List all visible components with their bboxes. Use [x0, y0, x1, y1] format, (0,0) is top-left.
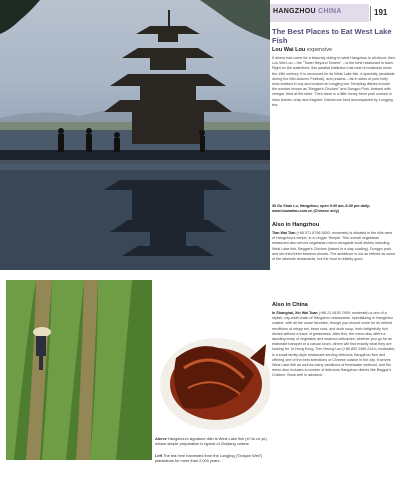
- caption-left-text: The tea here harvested from the Longjing ("Dragon Well") plantations for more than 2,000 years: [155, 453, 263, 463]
- xin-wai-tuan-name: In Shanghai, Xin Wai Tuan: [272, 311, 318, 315]
- caption-above-text: Hangzhou's signature dish is West Lake fish (xī hú cù yú), whose simple preparation is typical of Zhejiang cuisine: [155, 436, 268, 446]
- section-city: HANGZHOU: [273, 8, 316, 15]
- lou-wai-lou-body: If diners had come for a leisurely outing to what Hangzhou is all about, then Lou Wai Lou – the "Tower Beyond Towers" – is the best restaurant in town. Right on the waterfront, this palatial institution has been in business since the 19th century. It is renowned for its West Lake fish, a specialty (available during the Mid-Autumn Festival), and prawns – fat in sides of pork belly slow-braised in soy and cooked at Longjing tea. Tempting dishes include the wonder known as "Beggar's Chicken" and Dongpo Pork, braised with vinegar, fried at the table. Then there is a little honey fresh pork cooked in lotus leaves, crisp and fragrant. Dishes are best accompanied by Longjing tea.: [272, 56, 395, 107]
- also-in-hangzhou-heading: Also in Hangzhou: [272, 222, 320, 228]
- caption-above: [155, 436, 269, 446]
- fish-dish-illustration: [154, 318, 270, 432]
- page-number: 191: [374, 8, 388, 17]
- also-in-china-heading: Also in China: [272, 302, 308, 308]
- lou-wai-lou-heading: [272, 47, 396, 53]
- west-lake-fish-photo: [154, 318, 270, 432]
- article-title: The Best Places to Eat West Lake Fish: [272, 27, 392, 45]
- tian-wai-tian-name: Tian Wai Tian: [272, 231, 296, 235]
- caption-above-label: Above: [155, 436, 167, 441]
- section-title: [273, 8, 342, 15]
- straw-hat: [33, 327, 51, 337]
- pagoda-illustration: [0, 0, 270, 270]
- address-text: 30 Gu Shan Lu, Hangzhou; open 9:30 am–8:30 pm daily; www.louwailou.com.cn (Chinese only): [272, 204, 371, 214]
- lou-wai-lou-address: [272, 204, 396, 214]
- header-divider: [370, 6, 371, 21]
- tian-wai-tian-text: (+86 571 8796 5450; moderate) is situated in the hills west of Hangzhou's center, in a Lingyin Temple. This overall vegetarian restaurant also serves vegetarian menu alongside local dishes including West Lake fish, Beggar's Chicken (baked in a clay coating), Dongpo pork, and stir-fried fresh bamboo shoots. The ambience is not as refined as some of the lakeside restaurants, but the food is reliably good.: [272, 231, 396, 262]
- tea-illustration: [6, 280, 152, 460]
- header-band: [270, 4, 369, 22]
- section-country: CHINA: [318, 8, 342, 15]
- also-in-china-body: [272, 311, 396, 473]
- caption-left-label: Left: [155, 453, 163, 458]
- price-level: expensive: [306, 47, 333, 53]
- tea-plantation-photo: [6, 280, 152, 460]
- caption-left: [155, 453, 269, 463]
- page-header: [270, 4, 401, 22]
- also-in-china-text: (+86 21 6439 7999; moderate) is one of a stylish, city-wide chain of Hangzhou restaurants, specializing in Hangzhou cuisine, with all the usual favorites, though you should come for its refined renditions of crispy eel, bean curd, and duck soup, both delightfully rich dishes without a trace of greasiness. After this, the menu also offers a dazzling array of vegetable and seafood delicacies, whether you go for an elaborate banquet or a casual lunch, diners will find exactly what they are looking for. In Hong Kong, Tien Heung Lau (+86 852 2366 2414; moderate) is a small family-style restaurant serving delicious Hangzhou fare and offering one of the best selections of Chinese cuisine in the city. It serves West Lake fish as well as many variations of freshwater seafood, and the menu also includes a number of delicious Hangzhou dishes like Beggar's Chicken. Book well in advance.: [272, 311, 395, 378]
- pagoda-lake-photo: [0, 0, 270, 270]
- also-in-hangzhou-body: [272, 231, 396, 295]
- restaurant-name: Lou Wai Lou: [272, 47, 306, 53]
